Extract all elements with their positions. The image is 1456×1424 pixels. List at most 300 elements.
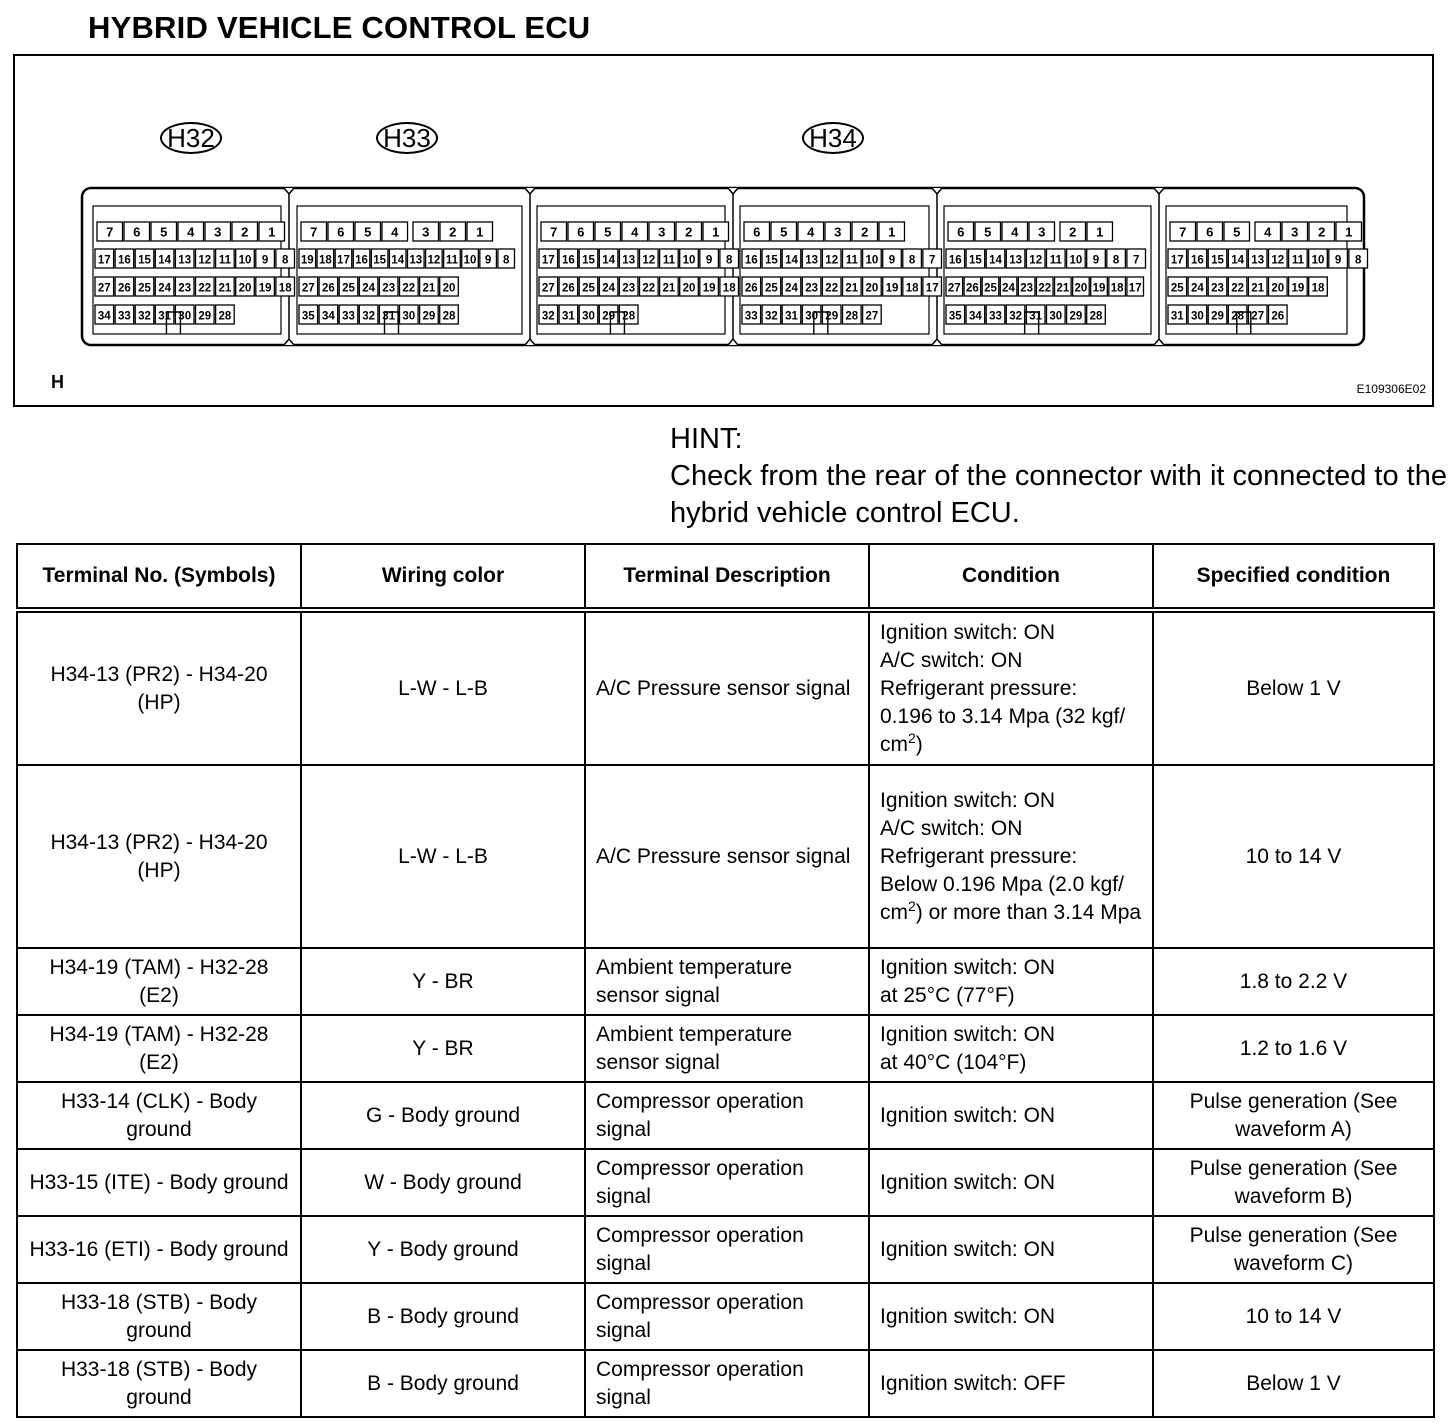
cell-specified: Pulse generation (See waveform C) <box>1153 1216 1434 1283</box>
connector-drawing <box>15 56 1432 405</box>
condition-line: at 40°C (104°F) <box>880 1050 1027 1074</box>
section-notch <box>932 188 942 194</box>
pin-number: 11 <box>845 254 858 267</box>
table-row <box>17 765 1434 948</box>
pin-number: 4 <box>807 224 815 240</box>
pin-number: 25 <box>765 282 778 295</box>
condition-text-tail: ) or more than 3.14 Mpa <box>915 900 1142 924</box>
header-description: Terminal Description <box>585 544 869 610</box>
pin-number: 19 <box>702 282 716 295</box>
table-row <box>17 610 1434 765</box>
pin-number: 23 <box>1020 282 1034 295</box>
pin-number: 11 <box>662 254 675 267</box>
condition-line: Ignition switch: ON <box>880 1237 1056 1261</box>
pin-number: 22 <box>1038 282 1052 295</box>
pin-number: 4 <box>1264 224 1272 240</box>
pin-number: 19 <box>258 282 272 295</box>
pin-number: 23 <box>178 282 192 295</box>
pin-number: 8 <box>1354 254 1362 267</box>
pin-number: 12 <box>1271 254 1285 267</box>
pin-number: 30 <box>1191 310 1204 323</box>
pin-number: 33 <box>342 310 355 323</box>
cell-description: Compressor operation signal <box>585 1082 869 1149</box>
pin-number: 14 <box>602 254 615 267</box>
figure-id: E109306E02 <box>1356 382 1426 396</box>
pin-number: 5 <box>160 224 168 240</box>
pin-number: 14 <box>158 254 171 267</box>
pin-number: 3 <box>422 224 430 240</box>
section-notch <box>728 339 738 345</box>
pin-number: 31 <box>785 310 798 323</box>
pin-number: 24 <box>1002 282 1015 295</box>
pin-number: 33 <box>744 310 758 323</box>
cell-specified: 10 to 14 V <box>1153 765 1434 948</box>
pin-number: 10 <box>463 254 477 267</box>
pin-number: 2 <box>241 224 249 240</box>
pin-number: 28 <box>622 310 636 323</box>
cell-condition <box>869 1015 1153 1082</box>
pin-number: 23 <box>622 282 636 295</box>
pin-number: 11 <box>445 254 459 267</box>
connector-label-h34: H34 <box>802 122 864 154</box>
pin-number: 8 <box>908 254 916 267</box>
pin-number: 5 <box>1233 224 1241 240</box>
pin-number: 21 <box>845 282 859 295</box>
pin-number: 1 <box>476 224 484 240</box>
pin-number: 9 <box>1334 254 1342 267</box>
hint-label: HINT: <box>670 423 743 455</box>
pin-number: 14 <box>989 254 1002 267</box>
pin-number: 12 <box>642 254 656 267</box>
cell-description: Ambient temperature sensor signal <box>585 948 869 1015</box>
pin-number: 34 <box>322 310 335 323</box>
pin-number: 2 <box>685 224 693 240</box>
pin-number: 26 <box>965 282 979 295</box>
condition-line: Ignition switch: ON <box>880 620 1056 644</box>
pin-number: 3 <box>1291 224 1299 240</box>
pin-number: 30 <box>582 310 595 323</box>
pin-number: 21 <box>1056 282 1070 295</box>
pin-number: 26 <box>744 282 758 295</box>
page-title: HYBRID VEHICLE CONTROL ECU <box>88 10 591 45</box>
hint-block <box>670 421 1450 532</box>
cell-specified: Pulse generation (See waveform B) <box>1153 1149 1434 1216</box>
pin-number: 7 <box>1179 224 1187 240</box>
pin-number: 26 <box>322 282 335 295</box>
cell-wiring: B - Body ground <box>301 1283 585 1350</box>
pin-number: 12 <box>1029 254 1043 267</box>
pin-number: 30 <box>178 310 192 323</box>
pin-number: 17 <box>541 254 555 267</box>
cell-terminal: H34-19 (TAM) - H32-28 (E2) <box>17 948 301 1015</box>
pin-number: 28 <box>845 310 859 323</box>
pin-number: 9 <box>888 254 896 267</box>
pin-number: 25 <box>342 282 355 295</box>
pin-number: 26 <box>562 282 575 295</box>
pin-number: 17 <box>97 254 111 267</box>
cell-wiring: Y - BR <box>301 948 585 1015</box>
pin-number: 20 <box>865 282 879 295</box>
connector-label-h33: H33 <box>376 122 438 154</box>
condition-superscript: 2 <box>908 897 916 914</box>
pin-number: 6 <box>1206 224 1214 240</box>
pin-number: 12 <box>198 254 212 267</box>
pin-number: 8 <box>725 254 733 267</box>
pin-number: 7 <box>550 224 558 240</box>
pin-number: 10 <box>238 254 252 267</box>
pin-number: 26 <box>1271 310 1285 323</box>
cell-wiring: Y - Body ground <box>301 1216 585 1283</box>
pin-number: 30 <box>805 310 818 323</box>
pin-number: 21 <box>422 282 436 295</box>
pin-number: 22 <box>402 282 416 295</box>
connector-diagram <box>13 54 1434 407</box>
condition-line: Refrigerant pressure: <box>880 676 1078 700</box>
cell-description: Compressor operation signal <box>585 1350 869 1417</box>
condition-text-tail: ) <box>915 732 923 756</box>
table-row <box>17 1149 1434 1216</box>
cell-terminal: H34-13 (PR2) - H34-20 (HP) <box>17 610 301 765</box>
cell-condition <box>869 610 1153 765</box>
pin-number: 27 <box>97 282 111 295</box>
pin-number: 33 <box>118 310 131 323</box>
pin-number: 16 <box>355 254 368 267</box>
cell-specified: Below 1 V <box>1153 610 1434 765</box>
condition-line: Ignition switch: ON <box>880 955 1056 979</box>
pin-number: 28 <box>1089 310 1103 323</box>
pin-number: 10 <box>1311 254 1325 267</box>
pin-number: 23 <box>1211 282 1224 295</box>
pin-number: 29 <box>198 310 212 323</box>
table-row <box>17 1350 1434 1417</box>
condition-superscript: 2 <box>908 729 916 746</box>
cell-terminal: H33-16 (ETI) - Body ground <box>17 1216 301 1283</box>
pin-number: 15 <box>373 254 387 267</box>
pin-number: 18 <box>1311 282 1325 295</box>
pin-number: 18 <box>278 282 292 295</box>
cell-condition <box>869 1216 1153 1283</box>
pin-number: 24 <box>158 282 171 295</box>
pin-number: 16 <box>562 254 575 267</box>
cell-description: A/C Pressure sensor signal <box>585 610 869 765</box>
pin-number: 21 <box>1251 282 1265 295</box>
pin-number: 28 <box>1231 310 1244 323</box>
pin-number: 32 <box>765 310 778 323</box>
section-notch <box>1154 339 1164 345</box>
cell-terminal: H34-19 (TAM) - H32-28 (E2) <box>17 1015 301 1082</box>
pin-number: 6 <box>753 224 761 240</box>
pin-number: 27 <box>1251 310 1265 323</box>
section-notch <box>284 339 294 345</box>
pin-number: 1 <box>1345 224 1353 240</box>
cell-terminal: H33-18 (STB) - Body ground <box>17 1283 301 1350</box>
pin-number: 13 <box>409 254 423 267</box>
pin-number: 30 <box>1049 310 1063 323</box>
pin-number: 34 <box>969 310 982 323</box>
section-notch <box>525 188 535 194</box>
pin-number: 14 <box>785 254 798 267</box>
condition-line: Ignition switch: ON <box>880 1103 1056 1127</box>
pin-number: 17 <box>1170 254 1184 267</box>
pin-number: 14 <box>1231 254 1244 267</box>
pin-number: 11 <box>1049 254 1062 267</box>
pin-number: 6 <box>577 224 585 240</box>
pin-number: 18 <box>1110 282 1124 295</box>
hint-text: Check from the rear of the connector with it connected to the hybrid vehicle control ECU. <box>670 460 1447 529</box>
condition-line: A/C switch: ON <box>880 816 1023 840</box>
pin-number: 31 <box>562 310 575 323</box>
pin-number: 13 <box>178 254 192 267</box>
pin-number: 23 <box>805 282 818 295</box>
cell-description: Compressor operation signal <box>585 1283 869 1350</box>
pin-number: 20 <box>442 282 456 295</box>
cell-wiring: L-W - L-B <box>301 610 585 765</box>
pin-number: 20 <box>238 282 252 295</box>
cell-condition <box>869 948 1153 1015</box>
pin-number: 5 <box>780 224 788 240</box>
pin-number: 14 <box>391 254 405 267</box>
pin-number: 5 <box>984 224 992 240</box>
pin-number: 3 <box>1038 224 1046 240</box>
pin-number: 28 <box>442 310 456 323</box>
pin-number: 16 <box>1191 254 1204 267</box>
condition-text: Below 0.196 Mpa (2.0 kgf/ cm <box>880 872 1124 924</box>
pin-number: 32 <box>1009 310 1022 323</box>
pin-number: 21 <box>662 282 676 295</box>
pin-number: 4 <box>631 224 639 240</box>
pin-number: 7 <box>1132 254 1140 267</box>
pin-number: 16 <box>948 254 962 267</box>
connector-label-h32: H32 <box>160 122 222 154</box>
pin-number: 9 <box>484 254 492 267</box>
condition-line: Ignition switch: ON <box>880 788 1056 812</box>
pin-number: 27 <box>301 282 315 295</box>
pin-number: 4 <box>391 224 399 240</box>
pin-number: 20 <box>1271 282 1285 295</box>
pin-number: 2 <box>861 224 869 240</box>
pin-number: 13 <box>1251 254 1265 267</box>
pin-number: 10 <box>865 254 879 267</box>
pin-number: 12 <box>825 254 839 267</box>
pin-number: 16 <box>118 254 131 267</box>
condition-line: Refrigerant pressure: <box>880 844 1078 868</box>
pin-number: 10 <box>682 254 696 267</box>
cell-specified: 1.2 to 1.6 V <box>1153 1015 1434 1082</box>
pin-number: 15 <box>765 254 778 267</box>
pin-number: 33 <box>989 310 1002 323</box>
header-condition: Condition <box>869 544 1153 610</box>
condition-line <box>880 871 1142 927</box>
pin-number: 15 <box>1211 254 1224 267</box>
table-row <box>17 948 1434 1015</box>
pin-number: 32 <box>138 310 151 323</box>
pin-number: 27 <box>947 282 961 295</box>
cell-wiring: B - Body ground <box>301 1350 585 1417</box>
pin-number: 13 <box>1009 254 1022 267</box>
header-specified: Specified condition <box>1153 544 1434 610</box>
cell-description: A/C Pressure sensor signal <box>585 765 869 948</box>
pin-number: 11 <box>1291 254 1304 267</box>
pin-number: 9 <box>261 254 269 267</box>
pin-number: 6 <box>337 224 345 240</box>
pin-number: 18 <box>318 254 332 267</box>
pin-number: 31 <box>382 310 396 323</box>
cell-condition <box>869 765 1153 948</box>
pin-number: 4 <box>187 224 195 240</box>
view-label: H <box>51 372 64 392</box>
pin-number: 11 <box>218 254 231 267</box>
condition-line <box>880 703 1142 759</box>
pin-number: 17 <box>925 282 939 295</box>
cell-condition <box>869 1350 1153 1417</box>
pin-number: 29 <box>602 310 615 323</box>
terminal-spec-table <box>16 543 1435 1418</box>
cell-wiring: L-W - L-B <box>301 765 585 948</box>
pin-number: 24 <box>1191 282 1204 295</box>
pin-number: 31 <box>1029 310 1043 323</box>
cell-description: Compressor operation signal <box>585 1216 869 1283</box>
condition-text: 0.196 to 3.14 Mpa (32 kgf/ cm <box>880 704 1126 756</box>
pin-number: 1 <box>268 224 276 240</box>
pin-number: 32 <box>541 310 555 323</box>
pin-number: 22 <box>825 282 839 295</box>
pin-number: 26 <box>118 282 131 295</box>
pin-number: 8 <box>281 254 289 267</box>
pin-number: 30 <box>402 310 416 323</box>
condition-line: A/C switch: ON <box>880 648 1023 672</box>
pin-number: 4 <box>1011 224 1019 240</box>
pin-number: 8 <box>503 254 510 267</box>
cell-terminal: H34-13 (PR2) - H34-20 (HP) <box>17 765 301 948</box>
pin-number: 16 <box>744 254 758 267</box>
pin-number: 2 <box>449 224 457 240</box>
pin-number: 25 <box>1170 282 1184 295</box>
pin-number: 18 <box>722 282 736 295</box>
pin-number: 12 <box>427 254 441 267</box>
pin-number: 27 <box>541 282 555 295</box>
pin-number: 5 <box>604 224 612 240</box>
pin-number: 18 <box>905 282 919 295</box>
condition-line: Ignition switch: ON <box>880 1170 1056 1194</box>
cell-description: Compressor operation signal <box>585 1149 869 1216</box>
condition-line: Ignition switch: ON <box>880 1304 1056 1328</box>
pin-number: 10 <box>1069 254 1083 267</box>
pin-number: 20 <box>1074 282 1088 295</box>
pin-number: 25 <box>582 282 595 295</box>
pin-number: 21 <box>218 282 232 295</box>
pin-number: 24 <box>362 282 375 295</box>
pin-number: 7 <box>928 254 936 267</box>
pin-number: 5 <box>364 224 372 240</box>
table-row <box>17 1283 1434 1350</box>
pin-number: 2 <box>1069 224 1077 240</box>
pin-number: 9 <box>705 254 713 267</box>
pin-number: 25 <box>138 282 151 295</box>
cell-specified: 1.8 to 2.2 V <box>1153 948 1434 1015</box>
pin-number: 24 <box>785 282 798 295</box>
pin-number: 35 <box>301 310 315 323</box>
cell-wiring: Y - BR <box>301 1015 585 1082</box>
pin-number: 22 <box>198 282 212 295</box>
pin-number: 17 <box>337 254 350 267</box>
pin-number: 29 <box>1211 310 1224 323</box>
pin-number: 1 <box>712 224 720 240</box>
cell-specified: 10 to 14 V <box>1153 1283 1434 1350</box>
pin-number: 3 <box>834 224 842 240</box>
pin-number: 19 <box>1092 282 1106 295</box>
pin-number: 3 <box>214 224 222 240</box>
pin-number: 1 <box>888 224 896 240</box>
pin-number: 8 <box>1112 254 1120 267</box>
pin-number: 15 <box>582 254 595 267</box>
pin-number: 34 <box>97 310 111 323</box>
pin-number: 19 <box>300 254 314 267</box>
pin-number: 2 <box>1318 224 1326 240</box>
pin-number: 20 <box>682 282 696 295</box>
pin-number: 28 <box>218 310 232 323</box>
pin-number: 19 <box>1291 282 1305 295</box>
table-row <box>17 1216 1434 1283</box>
pin-number: 13 <box>805 254 818 267</box>
pin-number: 23 <box>382 282 396 295</box>
cell-condition <box>869 1283 1153 1350</box>
cell-specified: Below 1 V <box>1153 1350 1434 1417</box>
cell-terminal: H33-18 (STB) - Body ground <box>17 1350 301 1417</box>
pin-number: 24 <box>602 282 615 295</box>
pin-number: 15 <box>138 254 151 267</box>
header-wiring: Wiring color <box>301 544 585 610</box>
pin-number: 31 <box>1170 310 1184 323</box>
pin-number: 13 <box>622 254 636 267</box>
pin-number: 22 <box>1231 282 1244 295</box>
condition-line: Ignition switch: OFF <box>880 1371 1066 1395</box>
pin-number: 1 <box>1096 224 1104 240</box>
cell-condition <box>869 1149 1153 1216</box>
cell-description: Ambient temperature sensor signal <box>585 1015 869 1082</box>
pin-number: 7 <box>106 224 114 240</box>
table-row <box>17 1082 1434 1149</box>
cell-condition <box>869 1082 1153 1149</box>
pin-number: 6 <box>133 224 141 240</box>
cell-wiring: W - Body ground <box>301 1149 585 1216</box>
pin-number: 32 <box>362 310 375 323</box>
pin-number: 25 <box>984 282 997 295</box>
section-notch <box>525 339 535 345</box>
pin-number: 35 <box>948 310 962 323</box>
pin-number: 29 <box>1069 310 1083 323</box>
pin-number: 19 <box>885 282 899 295</box>
section-notch <box>1154 188 1164 194</box>
condition-line: Ignition switch: ON <box>880 1022 1056 1046</box>
pin-number: 15 <box>969 254 982 267</box>
cell-terminal: H33-14 (CLK) - Body ground <box>17 1082 301 1149</box>
condition-line: at 25°C (77°F) <box>880 983 1015 1007</box>
pin-number: 22 <box>642 282 656 295</box>
pin-number: 29 <box>825 310 839 323</box>
section-notch <box>284 188 294 194</box>
pin-number: 3 <box>658 224 666 240</box>
pin-number: 29 <box>422 310 436 323</box>
table-row <box>17 1015 1434 1082</box>
cell-specified: Pulse generation (See waveform A) <box>1153 1082 1434 1149</box>
cell-terminal: H33-15 (ITE) - Body ground <box>17 1149 301 1216</box>
table-header-row <box>17 544 1434 610</box>
pin-number: 17 <box>1128 282 1142 295</box>
pin-number: 7 <box>310 224 318 240</box>
section-notch <box>728 188 738 194</box>
section-notch <box>932 339 942 345</box>
header-terminal: Terminal No. (Symbols) <box>17 544 301 610</box>
